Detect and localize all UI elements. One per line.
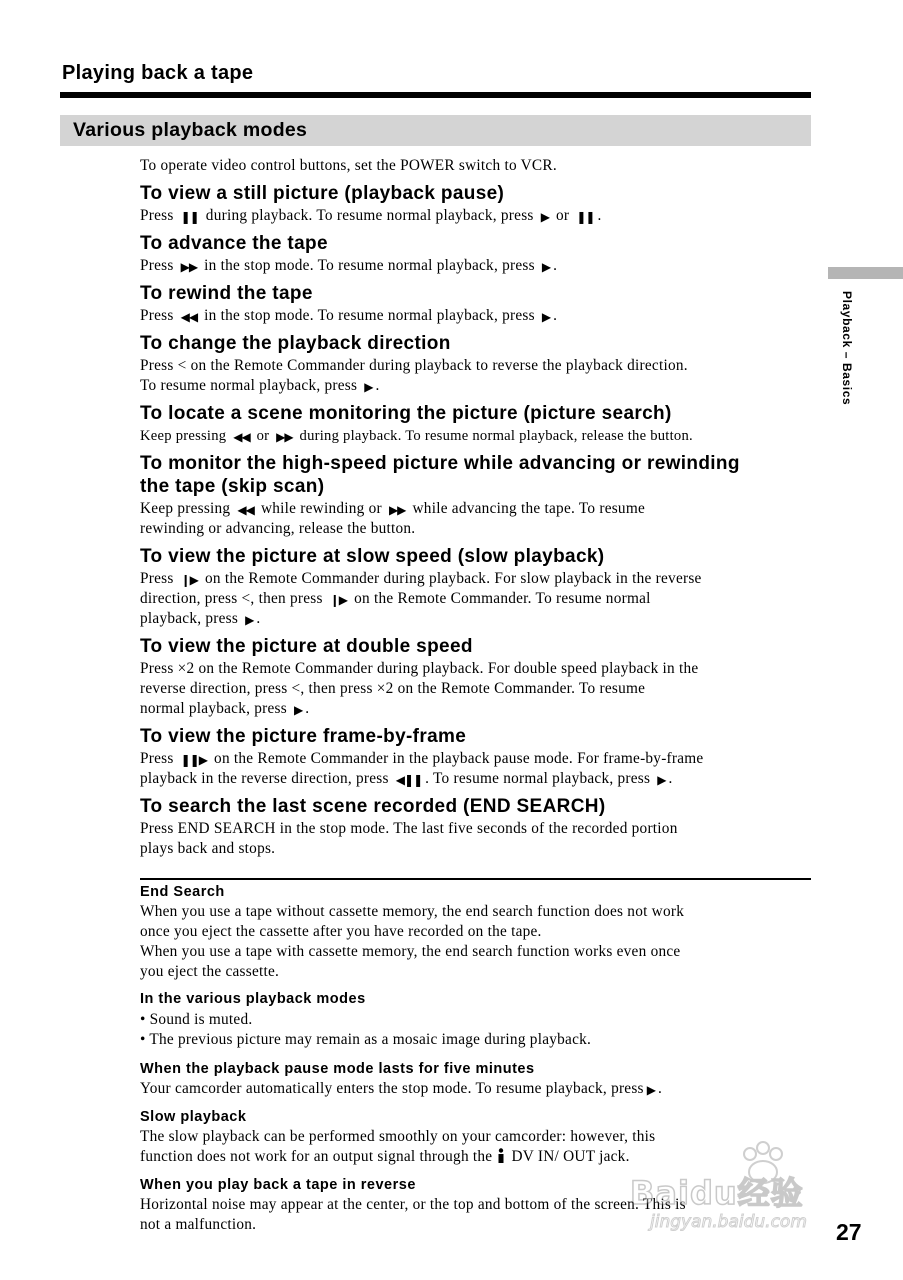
text-end-search: Press END SEARCH in the stop mode. The last five seconds of the recorded portion plays back and stops. xyxy=(140,820,678,857)
section-title: Various playback modes xyxy=(73,119,308,141)
title-rule xyxy=(60,92,811,98)
text-change-direction: Press < on the Remote Commander during playback to reverse the playback direction. To resume normal playback, press ▶ . xyxy=(140,357,688,394)
rewind-icon: ◀◀ xyxy=(180,310,198,324)
heading-advance-tape: To advance the tape xyxy=(140,233,328,254)
notes-rule xyxy=(140,878,811,880)
note-text-slow-playback: The slow playback can be performed smoothly on your camcorder: however, this function does not work for an output signal through the DV IN/ OUT jack. xyxy=(140,1127,812,1170)
note-heading-playback-modes: In the various playback modes xyxy=(140,991,366,1007)
pause-icon: ❚❚ xyxy=(576,210,595,224)
play-icon: ▶ xyxy=(541,310,551,324)
heading-picture-search: To locate a scene monitoring the picture (picture search) xyxy=(140,403,672,424)
play-icon: ▶ xyxy=(294,703,303,717)
rewind-icon: ◀◀ xyxy=(233,430,250,444)
text-rewind-tape: Press ◀◀ in the stop mode. To resume normal playback, press ▶ . xyxy=(140,307,558,324)
reverse-direction-icon: < xyxy=(291,680,301,697)
heading-frame-by-frame: To view the picture frame-by-frame xyxy=(140,726,467,747)
note-text-reverse-playback: Horizontal noise may appear at the center, or the top and bottom of the screen. This is not a malfunction. xyxy=(140,1196,686,1233)
text-advance-tape: Press ▶▶ in the stop mode. To resume normal playback, press ▶ . xyxy=(140,257,558,274)
rewind-icon: ◀◀ xyxy=(237,503,254,517)
reverse-direction-icon: < xyxy=(241,590,251,607)
text-still-picture: Press ❚❚ during playback. To resume normal playback, press ▶ or ❚❚ . xyxy=(140,207,602,224)
text-skip-scan: Keep pressing ◀◀ while rewinding or ▶▶ while advancing the tape. To resume rewinding or advancing, release the button. xyxy=(140,500,646,537)
frame-reverse-icon: ◀❚❚ xyxy=(395,773,423,787)
side-tab-marker xyxy=(828,267,903,279)
note-text-playback-modes: • Sound is muted. • The previous picture may remain as a mosaic image during playback. xyxy=(140,1011,592,1048)
play-icon: ▶ xyxy=(364,380,373,394)
note-text-pause-five-minutes: Your camcorder automatically enters the stop mode. To resume playback, press ▶ . xyxy=(140,1080,663,1097)
watermark-url: jingyan.baidu.com xyxy=(650,1212,807,1232)
frame-forward-icon: ❚❚▶ xyxy=(180,753,207,767)
fast-forward-icon: ▶▶ xyxy=(388,503,406,517)
play-icon: ▶ xyxy=(646,1083,655,1097)
section-band xyxy=(60,115,811,146)
note-heading-end-search: End Search xyxy=(140,884,225,900)
text-slow-playback: Press ❙▶ on the Remote Commander during playback. For slow playback in the reverse direction, press <, then press ❙▶ on the Remote Commander. To resume normal playback, press ▶ . xyxy=(140,570,702,627)
slow-play-icon: ❙▶ xyxy=(180,573,198,587)
text-frame-by-frame: Press ❚❚▶ on the Remote Commander in the playback pause mode. For frame-by-frame playback in the reverse direction, press ◀❚❚ . To resume normal playback, press ▶ . xyxy=(140,750,704,787)
slow-play-icon: ❙▶ xyxy=(329,593,348,607)
play-icon: ▶ xyxy=(541,260,551,274)
text-double-speed: Press ×2 on the Remote Commander during playback. For double speed playback in the reverse direction, press <, then press ×2 on the Remote Commander. To resume normal playback, press ▶ . xyxy=(140,660,699,717)
heading-rewind-tape: To rewind the tape xyxy=(140,283,313,304)
baidu-watermark xyxy=(600,1140,840,1240)
heading-slow-playback: To view the picture at slow speed (slow playback) xyxy=(140,546,605,567)
play-icon: ▶ xyxy=(245,613,254,627)
play-icon: ▶ xyxy=(540,210,549,224)
text-picture-search: Keep pressing ◀◀ or ▶▶ during playback. To resume normal playback, release the button. xyxy=(140,428,693,444)
note-heading-reverse-playback: When you play back a tape in reverse xyxy=(140,1177,416,1193)
pause-icon: ❚❚ xyxy=(180,210,199,224)
heading-skip-scan: To monitor the high-speed picture while advancing or rewinding the tape (skip scan) xyxy=(140,453,740,497)
page-title: Playing back a tape xyxy=(62,62,254,84)
side-tab-label: Playback – Basics xyxy=(840,291,854,406)
note-heading-pause-five-minutes: When the playback pause mode lasts for five minutes xyxy=(140,1061,535,1077)
fast-forward-icon: ▶▶ xyxy=(180,260,198,274)
fast-forward-icon: ▶▶ xyxy=(276,430,293,444)
watermark-brand: Baidu经验 xyxy=(630,1174,804,1212)
note-text-end-search: When you use a tape without cassette memory, the end search function does not work once you eject the cassette after you have recorded on the tape. When you use a tape with cassette memory, the end search function works even once you eject the cassette. xyxy=(140,903,685,980)
reverse-direction-icon: < xyxy=(177,357,187,374)
heading-still-picture: To view a still picture (playback pause) xyxy=(140,183,505,204)
heading-end-search: To search the last scene recorded (END SEARCH) xyxy=(140,796,606,817)
play-icon: ▶ xyxy=(657,773,666,787)
page-number: 27 xyxy=(836,1219,862,1245)
heading-double-speed: To view the picture at double speed xyxy=(140,636,473,657)
note-heading-slow-playback: Slow playback xyxy=(140,1109,247,1125)
dv-jack-icon xyxy=(496,1148,506,1170)
intro-text: To operate video control buttons, set the POWER switch to VCR. xyxy=(140,157,557,174)
heading-change-direction: To change the playback direction xyxy=(140,333,451,354)
